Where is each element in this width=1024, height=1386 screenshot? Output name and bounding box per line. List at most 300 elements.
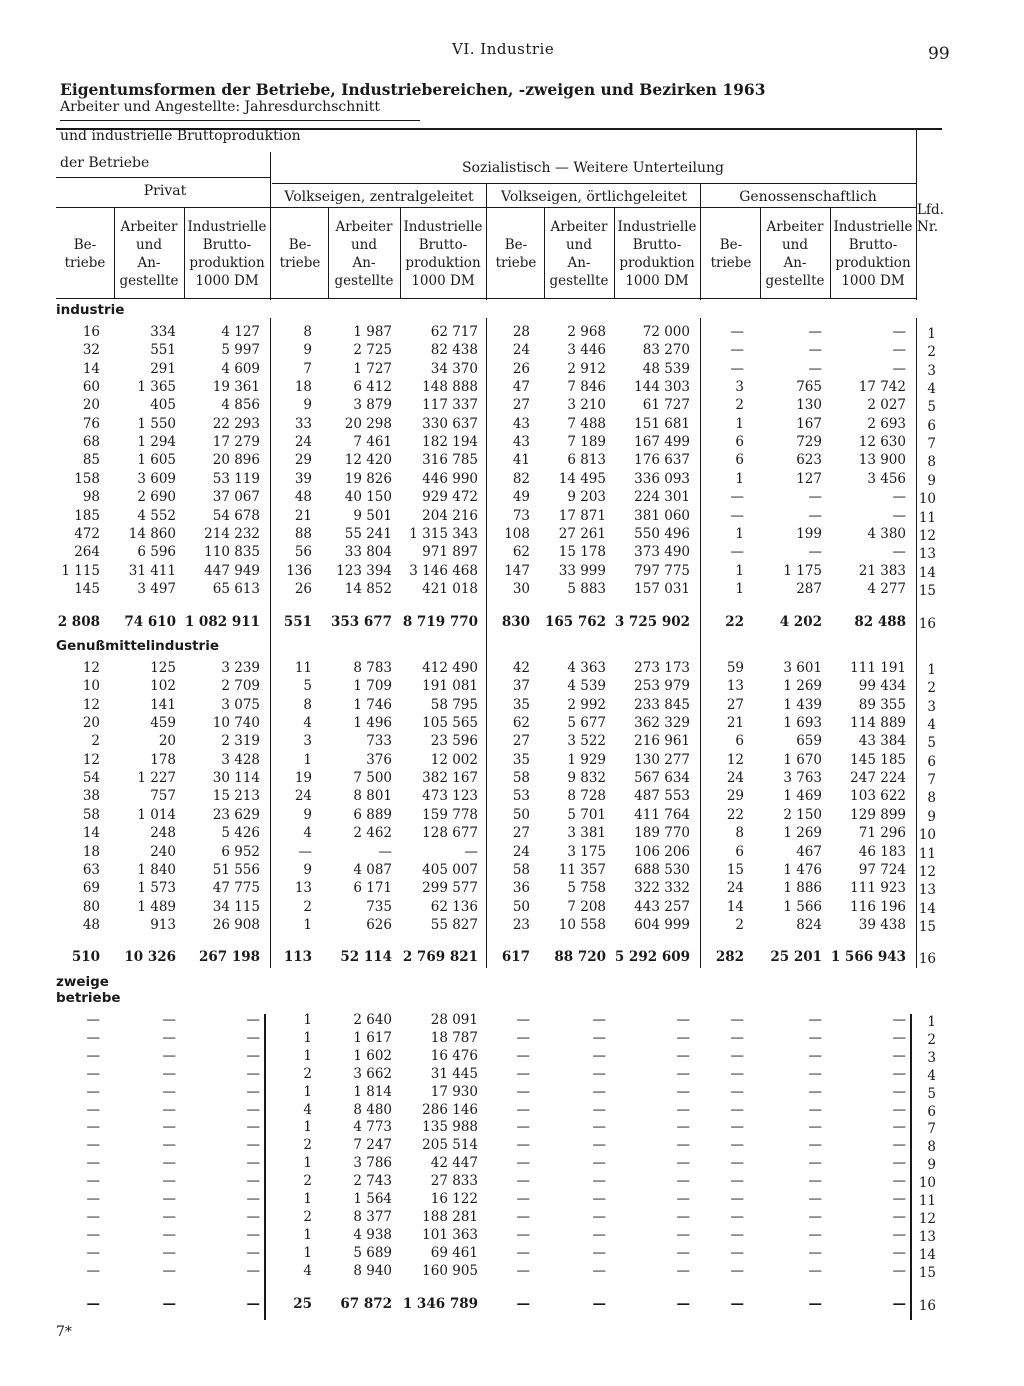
table-cell: 6: [735, 452, 744, 468]
table-cell: 29: [294, 452, 312, 468]
col-header-privat-produktion: Industrielle Brutto- produktion 1000 DM: [187, 219, 267, 289]
table-cell: —: [892, 1137, 906, 1153]
row-number: 9: [927, 809, 936, 825]
table-cell: 3 381: [567, 825, 606, 841]
row-number: 3: [927, 699, 936, 715]
table-cell: —: [892, 1155, 906, 1171]
table-row: [0, 452, 1024, 470]
col-header-privat-arbeiter: Arbeiter und An- gestellte: [119, 219, 179, 289]
table-row: [0, 715, 1024, 733]
table-cell: 4 609: [221, 361, 260, 377]
table-cell: 21: [726, 715, 744, 731]
table-row: [0, 1048, 1024, 1066]
table-cell: —: [516, 1119, 530, 1135]
table-cell: 9 501: [353, 508, 392, 524]
row-number: 4: [927, 1068, 936, 1084]
table-cell: 6: [735, 434, 744, 450]
table-cell: —: [246, 1296, 260, 1312]
table-cell: 12 630: [858, 434, 906, 450]
table-cell: 27 261: [558, 526, 606, 542]
rule-title: [60, 120, 420, 121]
table-cell: 273 173: [634, 660, 690, 676]
table-cell: 111 191: [850, 660, 906, 676]
table-row: [0, 1209, 1024, 1227]
table-cell: 55 827: [430, 917, 478, 933]
table-cell: 56: [294, 544, 312, 560]
table-cell: 54 678: [212, 508, 260, 524]
table-cell: —: [592, 1227, 606, 1243]
table-cell: 17 871: [558, 508, 606, 524]
table-cell: 216 961: [634, 733, 690, 749]
table-cell: 1 269: [783, 678, 822, 694]
table-cell: —: [730, 1084, 744, 1100]
table-cell: 1: [303, 1191, 312, 1207]
table-cell: 2 693: [867, 416, 906, 432]
table-cell: 2 769 821: [402, 949, 478, 965]
row-number: 2: [927, 680, 936, 696]
table-cell: —: [730, 361, 744, 377]
table-cell: 5 677: [567, 715, 606, 731]
table-cell: 157 031: [634, 581, 690, 597]
table-cell: 4 773: [353, 1119, 392, 1135]
header-lfd-nr: Lfd. Nr.: [917, 202, 944, 235]
table-row: [0, 489, 1024, 507]
row-number: 12: [918, 1211, 936, 1227]
table-cell: —: [808, 324, 822, 340]
table-cell: 247 224: [850, 770, 906, 786]
table-cell: —: [676, 1209, 690, 1225]
table-row: [0, 899, 1024, 917]
table-row: [0, 1155, 1024, 1173]
table-cell: 16: [82, 324, 100, 340]
table-cell: 7 461: [353, 434, 392, 450]
table-cell: —: [86, 1155, 100, 1171]
table-cell: 3 446: [567, 342, 606, 358]
table-cell: 61 727: [642, 397, 690, 413]
table-cell: 82: [512, 471, 530, 487]
table-row: [0, 416, 1024, 434]
table-cell: 4 202: [779, 614, 822, 630]
row-number: 16: [918, 951, 936, 967]
table-cell: 22 293: [212, 416, 260, 432]
table-cell: 50: [512, 899, 530, 915]
table-cell: —: [86, 1012, 100, 1028]
table-cell: —: [86, 1296, 100, 1312]
table-cell: 3: [303, 733, 312, 749]
table-row: [0, 844, 1024, 862]
table-cell: —: [592, 1173, 606, 1189]
table-cell: 9: [303, 342, 312, 358]
table-cell: —: [516, 1137, 530, 1153]
table-cell: 23 596: [430, 733, 478, 749]
table-cell: —: [892, 324, 906, 340]
table-cell: —: [730, 324, 744, 340]
table-row: [0, 563, 1024, 581]
table-row: [0, 526, 1024, 544]
table-cell: 1: [735, 526, 744, 542]
rule-soz: [272, 183, 916, 184]
table-cell: 18: [82, 844, 100, 860]
table-cell: 34 115: [212, 899, 260, 915]
table-cell: 2 912: [567, 361, 606, 377]
table-cell: —: [892, 1263, 906, 1279]
vrule-zentral: [486, 183, 487, 300]
row-number: 2: [927, 1032, 936, 1048]
table-cell: 34 370: [430, 361, 478, 377]
table-cell: —: [676, 1102, 690, 1118]
table-cell: 89 355: [858, 697, 906, 713]
table-row: [0, 361, 1024, 379]
table-cell: —: [516, 1227, 530, 1243]
row-number: 13: [918, 546, 936, 562]
table-cell: 71 296: [858, 825, 906, 841]
row-number: 1: [927, 1014, 936, 1030]
col-header-oertlich-betriebe: Be- triebe: [495, 237, 537, 271]
table-cell: 1 469: [783, 788, 822, 804]
table-cell: —: [892, 489, 906, 505]
table-cell: 7 500: [353, 770, 392, 786]
table-cell: 68: [82, 434, 100, 450]
table-cell: —: [162, 1227, 176, 1243]
vrule-lfd: [916, 128, 917, 300]
table-cell: —: [730, 1296, 744, 1312]
table-cell: 623: [796, 452, 822, 468]
table-cell: 14: [82, 825, 100, 841]
table-cell: 735: [366, 899, 392, 915]
table-cell: 1 746: [353, 697, 392, 713]
table-cell: 1 269: [783, 825, 822, 841]
table-cell: —: [162, 1209, 176, 1225]
table-cell: —: [86, 1137, 100, 1153]
table-cell: 29: [726, 788, 744, 804]
table-cell: 2 968: [567, 324, 606, 340]
table-cell: 10 326: [124, 949, 176, 965]
table-cell: 459: [150, 715, 176, 731]
table-cell: 421 018: [422, 581, 478, 597]
table-cell: 33 999: [558, 563, 606, 579]
table-cell: —: [246, 1245, 260, 1261]
table-cell: —: [808, 544, 822, 560]
row-number: 2: [927, 344, 936, 360]
table-cell: 47 775: [212, 880, 260, 896]
table-cell: —: [808, 1209, 822, 1225]
col-header-privat-betriebe: Be- triebe: [64, 237, 106, 271]
table-cell: 53 119: [212, 471, 260, 487]
table-cell: —: [808, 361, 822, 377]
row-number: 10: [918, 827, 936, 843]
table-cell: 97 724: [858, 862, 906, 878]
table-row: [0, 825, 1024, 843]
table-row: [0, 471, 1024, 489]
table-cell: —: [730, 1245, 744, 1261]
table-cell: 282: [715, 949, 744, 965]
table-row: [0, 544, 1024, 562]
table-cell: 2: [735, 397, 744, 413]
table-cell: 43: [512, 434, 530, 450]
table-cell: —: [516, 1209, 530, 1225]
table-cell: 1: [303, 1155, 312, 1171]
table-cell: 22: [726, 807, 744, 823]
table-cell: 405 007: [422, 862, 478, 878]
table-cell: —: [298, 844, 312, 860]
table-cell: 286 146: [422, 1102, 478, 1118]
table-row: [0, 581, 1024, 599]
table-cell: 189 770: [634, 825, 690, 841]
table-row: [0, 1066, 1024, 1084]
table-cell: —: [730, 1209, 744, 1225]
table-cell: 25: [293, 1296, 312, 1312]
table-cell: 3 428: [221, 752, 260, 768]
table-cell: 446 990: [422, 471, 478, 487]
table-cell: —: [592, 1102, 606, 1118]
table-cell: 39: [294, 471, 312, 487]
table-cell: 27: [726, 697, 744, 713]
table-cell: 15 178: [558, 544, 606, 560]
table-cell: 58: [512, 862, 530, 878]
table-cell: 127: [796, 471, 822, 487]
table-cell: 1 082 911: [184, 614, 260, 630]
row-number: 16: [918, 1298, 936, 1314]
table-cell: 3 601: [783, 660, 822, 676]
table-cell: 4: [303, 1263, 312, 1279]
table-cell: 362 329: [634, 715, 690, 731]
row-number: 1: [927, 326, 936, 342]
table-cell: 6 952: [221, 844, 260, 860]
table-cell: —: [676, 1030, 690, 1046]
table-cell: 8 480: [353, 1102, 392, 1118]
table-cell: 13: [294, 880, 312, 896]
table-cell: 9: [303, 397, 312, 413]
table-row: [0, 1173, 1024, 1191]
table-cell: 1: [735, 563, 744, 579]
table-cell: 41: [512, 452, 530, 468]
table-cell: —: [808, 1245, 822, 1261]
table-cell: —: [246, 1209, 260, 1225]
vrule-c5: [400, 207, 401, 299]
table-cell: 1: [735, 581, 744, 597]
row-number: 15: [918, 1265, 936, 1281]
row-number: 14: [918, 901, 936, 917]
table-cell: 2 743: [353, 1173, 392, 1189]
table-cell: 4 277: [867, 581, 906, 597]
table-cell: 20 298: [344, 416, 392, 432]
table-cell: 6 412: [353, 379, 392, 395]
table-cell: —: [730, 1012, 744, 1028]
table-cell: 147: [504, 563, 530, 579]
table-cell: 88 720: [554, 949, 606, 965]
section-heading: industrie: [56, 302, 125, 318]
table-cell: 381 060: [634, 508, 690, 524]
table-cell: —: [592, 1209, 606, 1225]
table-cell: —: [730, 1191, 744, 1207]
table-cell: 13 900: [858, 452, 906, 468]
table-cell: 1 693: [783, 715, 822, 731]
table-cell: 135 988: [422, 1119, 478, 1135]
table-cell: 35: [512, 697, 530, 713]
table-cell: —: [86, 1119, 100, 1135]
row-number: 4: [927, 717, 936, 733]
row-number: 12: [918, 528, 936, 544]
table-cell: 15: [726, 862, 744, 878]
table-cell: 23 629: [212, 807, 260, 823]
table-cell: —: [86, 1263, 100, 1279]
table-cell: —: [592, 1084, 606, 1100]
table-cell: 3 609: [137, 471, 176, 487]
table-cell: 3 210: [567, 397, 606, 413]
table-cell: 2 150: [783, 807, 822, 823]
table-cell: 253 979: [634, 678, 690, 694]
table-cell: 82 438: [430, 342, 478, 358]
table-cell: 12: [82, 697, 100, 713]
table-cell: 2 640: [353, 1012, 392, 1028]
table-cell: 7 846: [567, 379, 606, 395]
table-cell: 3 725 902: [614, 614, 690, 630]
table-total-row: [0, 949, 1024, 967]
table-cell: —: [892, 342, 906, 358]
table-cell: 2: [303, 1173, 312, 1189]
table-cell: —: [892, 1030, 906, 1046]
table-cell: —: [730, 1030, 744, 1046]
table-cell: 336 093: [634, 471, 690, 487]
table-cell: 136: [286, 563, 312, 579]
table-cell: 1: [735, 471, 744, 487]
table-cell: —: [162, 1296, 176, 1312]
table-cell: 617: [501, 949, 530, 965]
row-number: 8: [927, 1139, 936, 1155]
table-cell: 47: [512, 379, 530, 395]
table-cell: 6 171: [353, 880, 392, 896]
table-cell: —: [592, 1191, 606, 1207]
table-cell: 15 213: [212, 788, 260, 804]
rule-der-betriebe: [56, 177, 270, 178]
table-cell: 316 785: [422, 452, 478, 468]
table-cell: 130 277: [634, 752, 690, 768]
table-cell: 5 292 609: [614, 949, 690, 965]
table-cell: 8 377: [353, 1209, 392, 1225]
table-cell: 5 426: [221, 825, 260, 841]
table-cell: 48: [294, 489, 312, 505]
table-cell: —: [246, 1084, 260, 1100]
table-cell: —: [246, 1263, 260, 1279]
table-cell: —: [730, 1227, 744, 1243]
table-cell: 2: [303, 899, 312, 915]
table-cell: —: [246, 1173, 260, 1189]
table-cell: —: [808, 1012, 822, 1028]
table-cell: 21: [294, 508, 312, 524]
table-row: [0, 342, 1024, 360]
table-cell: 14 860: [128, 526, 176, 542]
table-cell: 2 027: [867, 397, 906, 413]
table-cell: 12: [82, 660, 100, 676]
table-cell: 24: [726, 770, 744, 786]
table-cell: 25 201: [770, 949, 822, 965]
table-cell: 204 216: [422, 508, 478, 524]
table-cell: 353 677: [330, 614, 392, 630]
table-cell: 6 813: [567, 452, 606, 468]
table-cell: 106 206: [634, 844, 690, 860]
table-cell: —: [676, 1012, 690, 1028]
table-cell: 18: [294, 379, 312, 395]
table-cell: 765: [796, 379, 822, 395]
table-cell: 82 488: [854, 614, 906, 630]
table-cell: 105 565: [422, 715, 478, 731]
table-cell: 58 795: [430, 697, 478, 713]
table-cell: 1 014: [137, 807, 176, 823]
table-cell: 31 445: [430, 1066, 478, 1082]
table-cell: —: [246, 1227, 260, 1243]
table-cell: 7 247: [353, 1137, 392, 1153]
table-cell: —: [892, 1191, 906, 1207]
table-row: [0, 862, 1024, 880]
table-cell: —: [162, 1137, 176, 1153]
table-cell: 4 539: [567, 678, 606, 694]
table-cell: —: [162, 1066, 176, 1082]
table-cell: 43: [512, 416, 530, 432]
table-cell: —: [676, 1066, 690, 1082]
table-cell: 5 689: [353, 1245, 392, 1261]
table-cell: 20: [82, 397, 100, 413]
row-number: 9: [927, 1157, 936, 1173]
table-cell: —: [892, 1245, 906, 1261]
table-cell: 3 662: [353, 1066, 392, 1082]
table-cell: 46 183: [858, 844, 906, 860]
row-number: 6: [927, 754, 936, 770]
table-row: [0, 678, 1024, 696]
table-cell: 76: [82, 416, 100, 432]
table-cell: 1: [303, 1245, 312, 1261]
table-cell: —: [592, 1012, 606, 1028]
footer-mark: 7*: [56, 1324, 72, 1340]
table-cell: 37: [512, 678, 530, 694]
table-cell: 20: [82, 715, 100, 731]
table-cell: 24: [512, 844, 530, 860]
table-cell: 39 438: [858, 917, 906, 933]
table-cell: —: [516, 1173, 530, 1189]
table-cell: 1 929: [567, 752, 606, 768]
table-cell: —: [808, 489, 822, 505]
table-cell: 38: [82, 788, 100, 804]
table-cell: 3 239: [221, 660, 260, 676]
table-cell: 36: [512, 880, 530, 896]
table-cell: 111 923: [850, 880, 906, 896]
table-cell: 24: [294, 434, 312, 450]
table-cell: 18 787: [430, 1030, 478, 1046]
table-cell: 55 241: [344, 526, 392, 542]
table-cell: —: [730, 489, 744, 505]
page-title: Eigentumsformen der Betriebe, Industriebereichen, -zweigen und Bezirken 1963: [60, 80, 766, 99]
table-row: [0, 697, 1024, 715]
table-cell: —: [730, 1137, 744, 1153]
table-cell: 334: [150, 324, 176, 340]
table-row: [0, 1227, 1024, 1245]
table-row: [0, 379, 1024, 397]
table-cell: 1 496: [353, 715, 392, 731]
table-cell: 8 801: [353, 788, 392, 804]
header-genossenschaftlich: Genossenschaftlich: [739, 189, 877, 205]
table-cell: —: [730, 1066, 744, 1082]
table-cell: 31 411: [128, 563, 176, 579]
table-row: [0, 434, 1024, 452]
table-cell: 4 938: [353, 1227, 392, 1243]
col-header-oertlich-produktion: Industrielle Brutto- produktion 1000 DM: [617, 219, 697, 289]
table-cell: 27: [512, 397, 530, 413]
table-cell: —: [516, 1084, 530, 1100]
table-cell: —: [676, 1263, 690, 1279]
table-cell: —: [892, 1066, 906, 1082]
table-cell: 98: [82, 489, 100, 505]
row-number: 10: [918, 491, 936, 507]
table-cell: —: [892, 508, 906, 524]
